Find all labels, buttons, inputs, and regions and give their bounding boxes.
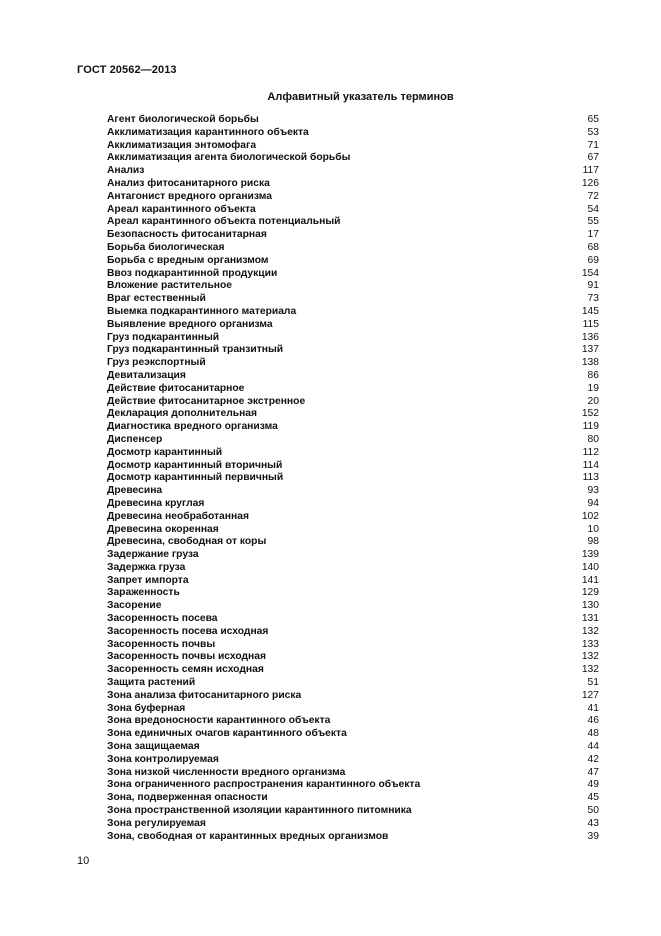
index-entry: [107, 370, 599, 383]
index-term-number: 71: [587, 139, 599, 151]
index-term: Зона, свободная от карантинных вредных организмов: [107, 830, 389, 842]
index-entry: [107, 357, 599, 370]
index-term-number: 73: [587, 293, 599, 305]
index-entry: [107, 255, 599, 268]
index-entry: [107, 728, 599, 741]
index-entry: [107, 779, 599, 792]
index-term: Зона, подверженная опасности: [107, 792, 268, 804]
index-term-number: 136: [581, 331, 599, 343]
index-entry: [107, 344, 599, 357]
index-term: Зона пространственной изоляции карантинного питомника: [107, 805, 412, 817]
index-term-number: 132: [581, 651, 599, 663]
index-term-number: 102: [581, 510, 599, 522]
index-term-number: 114: [582, 459, 599, 471]
index-term-number: 19: [587, 382, 599, 394]
index-entry: [107, 178, 599, 191]
index-entry: [107, 600, 599, 613]
index-entry: [107, 511, 599, 524]
index-entry: [107, 767, 599, 780]
index-term-number: 133: [581, 638, 599, 650]
index-term: Груз реэкспортный: [107, 357, 206, 369]
index-term: Древесина: [107, 485, 163, 497]
index-term-number: 91: [587, 280, 599, 292]
index-entry: [107, 524, 599, 537]
index-entry: [107, 383, 599, 396]
index-term: Зона анализа фитосанитарного риска: [107, 689, 302, 701]
index-entry: [107, 754, 599, 767]
index-term: Акклиматизация карантинного объекта: [107, 126, 309, 138]
index-term: Груз подкарантинный: [107, 331, 220, 343]
index-term-number: 80: [587, 433, 599, 445]
index-term-number: 137: [581, 344, 599, 356]
index-term: Анализ: [107, 165, 145, 177]
index-term-number: 94: [587, 497, 599, 509]
index-term-number: 20: [587, 395, 599, 407]
index-term: Выемка подкарантинного материала: [107, 305, 297, 317]
index-term-number: 48: [587, 728, 599, 740]
index-term-number: 51: [587, 677, 599, 689]
index-term-number: 115: [582, 318, 599, 330]
index-entry: [107, 536, 599, 549]
index-term-number: 129: [581, 587, 599, 599]
index-term-number: 53: [587, 126, 599, 138]
page-number: 10: [77, 855, 90, 867]
index-term-number: 132: [581, 664, 599, 676]
index-term: Девитализация: [107, 369, 186, 381]
index-term: Задержка груза: [107, 561, 186, 573]
index-entry: [107, 408, 599, 421]
index-term: Зона буферная: [107, 702, 186, 714]
index-term: Ареал карантинного объекта: [107, 203, 256, 215]
index-term-number: 72: [587, 190, 599, 202]
index-term: Задержание груза: [107, 549, 199, 561]
index-term-number: 47: [587, 766, 599, 778]
index-entry: [107, 639, 599, 652]
index-term-number: 65: [587, 114, 599, 125]
index-entry: [107, 613, 599, 626]
index-term: Груз подкарантинный транзитный: [107, 344, 284, 356]
index-entry: [107, 587, 599, 600]
index-term: Зараженность: [107, 587, 180, 599]
index-term-number: 127: [581, 689, 599, 701]
index-term-number: 43: [587, 817, 599, 829]
index-term-number: 68: [587, 241, 599, 253]
index-term: Запрет импорта: [107, 574, 189, 586]
index-term-number: 69: [587, 254, 599, 266]
index-entry: [107, 626, 599, 639]
index-term: Выявление вредного организма: [107, 318, 273, 330]
index-term: Зона низкой численности вредного организма: [107, 766, 346, 778]
index-entry: [107, 114, 599, 127]
term-index-list: [107, 114, 599, 843]
index-term: Декларация дополнительная: [107, 408, 258, 420]
index-term: Засоренность посева исходная: [107, 625, 269, 637]
index-term: Вложение растительное: [107, 280, 233, 292]
index-term: Анализ фитосанитарного риска: [107, 177, 270, 189]
index-term: Древесина круглая: [107, 497, 205, 509]
index-term: Враг естественный: [107, 293, 206, 305]
index-term-number: 49: [587, 779, 599, 791]
index-term: Действие фитосанитарное: [107, 382, 245, 394]
index-term: Зона вредоносности карантинного объекта: [107, 715, 331, 727]
index-term-number: 41: [587, 702, 599, 714]
index-term: Безопасность фитосанитарная: [107, 229, 267, 241]
index-entry: [107, 152, 599, 165]
index-term: Борьба биологическая: [107, 241, 225, 253]
index-entry: [107, 421, 599, 434]
index-entry: [107, 485, 599, 498]
index-entry: [107, 229, 599, 242]
index-term: Досмотр карантинный: [107, 446, 223, 458]
index-term: Зона ограниченного распространения карантинного объекта: [107, 779, 421, 791]
index-entry: [107, 690, 599, 703]
index-term: Защита растений: [107, 677, 196, 689]
index-term: Засоренность почвы исходная: [107, 651, 267, 663]
index-title: Алфавитный указатель терминов: [267, 91, 454, 103]
index-entry: [107, 204, 599, 217]
document-header: ГОСТ 20562—2013: [77, 64, 177, 76]
index-entry: [107, 293, 599, 306]
index-term: Акклиматизация энтомофага: [107, 139, 257, 151]
index-term-number: 45: [587, 792, 599, 804]
index-term-number: 154: [581, 267, 599, 279]
index-entry: [107, 165, 599, 178]
index-term: Засоренность семян исходная: [107, 664, 264, 676]
index-entry: [107, 268, 599, 281]
index-term-number: 119: [582, 421, 599, 433]
index-term-number: 117: [582, 165, 599, 177]
index-term: Зона контролируемая: [107, 753, 219, 765]
index-term-number: 67: [587, 152, 599, 164]
index-term: Засоренность почвы: [107, 638, 216, 650]
index-term-number: 50: [587, 805, 599, 817]
index-term: Ввоз подкарантинной продукции: [107, 267, 278, 279]
index-term-number: 55: [587, 216, 599, 228]
index-term: Зона защищаемая: [107, 741, 200, 753]
index-term-number: 46: [587, 715, 599, 727]
index-term-number: 112: [582, 446, 599, 458]
index-term-number: 152: [581, 408, 599, 420]
index-entry: [107, 575, 599, 588]
index-entry: [107, 191, 599, 204]
index-term-number: 39: [587, 830, 599, 842]
index-entry: [107, 549, 599, 562]
index-term: Засоренность посева: [107, 613, 218, 625]
index-term: Древесина, свободная от коры: [107, 536, 267, 548]
index-term-number: 139: [581, 549, 599, 561]
index-entry: [107, 741, 599, 754]
index-entry: [107, 703, 599, 716]
index-entry: [107, 664, 599, 677]
index-term-number: 132: [581, 625, 599, 637]
index-term: Антагонист вредного организма: [107, 190, 272, 202]
index-term-number: 17: [587, 229, 599, 241]
index-term-number: 140: [581, 561, 599, 573]
index-term-number: 86: [587, 369, 599, 381]
index-term-number: 145: [581, 305, 599, 317]
index-entry: [107, 805, 599, 818]
index-entry: [107, 280, 599, 293]
index-entry: [107, 216, 599, 229]
index-entry: [107, 831, 599, 844]
index-term: Агент биологической борьбы: [107, 114, 259, 125]
index-term-number: 93: [587, 485, 599, 497]
index-entry: [107, 319, 599, 332]
index-term-number: 10: [587, 523, 599, 535]
index-term: Диагностика вредного организма: [107, 421, 278, 433]
index-term-number: 141: [581, 574, 599, 586]
index-entry: [107, 651, 599, 664]
index-term: Досмотр карантинный первичный: [107, 472, 284, 484]
index-entry: [107, 562, 599, 575]
index-entry: [107, 447, 599, 460]
index-term: Засорение: [107, 600, 162, 612]
index-term-number: 126: [581, 177, 599, 189]
index-term: Ареал карантинного объекта потенциальный: [107, 216, 341, 228]
index-term: Акклиматизация агента биологической борьбы: [107, 152, 351, 164]
index-term-number: 130: [581, 600, 599, 612]
index-term: Действие фитосанитарное экстренное: [107, 395, 306, 407]
index-entry: [107, 792, 599, 805]
index-term: Досмотр карантинный вторичный: [107, 459, 283, 471]
index-entry: [107, 498, 599, 511]
index-entry: [107, 677, 599, 690]
index-entry: [107, 460, 599, 473]
index-entry: [107, 434, 599, 447]
index-entry: [107, 818, 599, 831]
index-entry: [107, 306, 599, 319]
index-term-number: 42: [587, 753, 599, 765]
index-term-number: 113: [582, 472, 599, 484]
index-entry: [107, 472, 599, 485]
index-term: Древесина необработанная: [107, 510, 249, 522]
index-term-number: 98: [587, 536, 599, 548]
index-term-number: 138: [581, 357, 599, 369]
index-term-number: 131: [581, 613, 599, 625]
index-term: Борьба с вредным организмом: [107, 254, 269, 266]
index-entry: [107, 332, 599, 345]
index-entry: [107, 715, 599, 728]
index-term: Зона регулируемая: [107, 817, 206, 829]
index-entry: [107, 127, 599, 140]
index-entry: [107, 140, 599, 153]
index-term: Зона единичных очагов карантинного объекта: [107, 728, 347, 740]
index-term-number: 54: [587, 203, 599, 215]
index-entry: [107, 242, 599, 255]
index-term: Диспенсер: [107, 433, 163, 445]
index-entry: [107, 396, 599, 409]
index-term-number: 44: [587, 741, 599, 753]
index-term: Древесина окоренная: [107, 523, 219, 535]
